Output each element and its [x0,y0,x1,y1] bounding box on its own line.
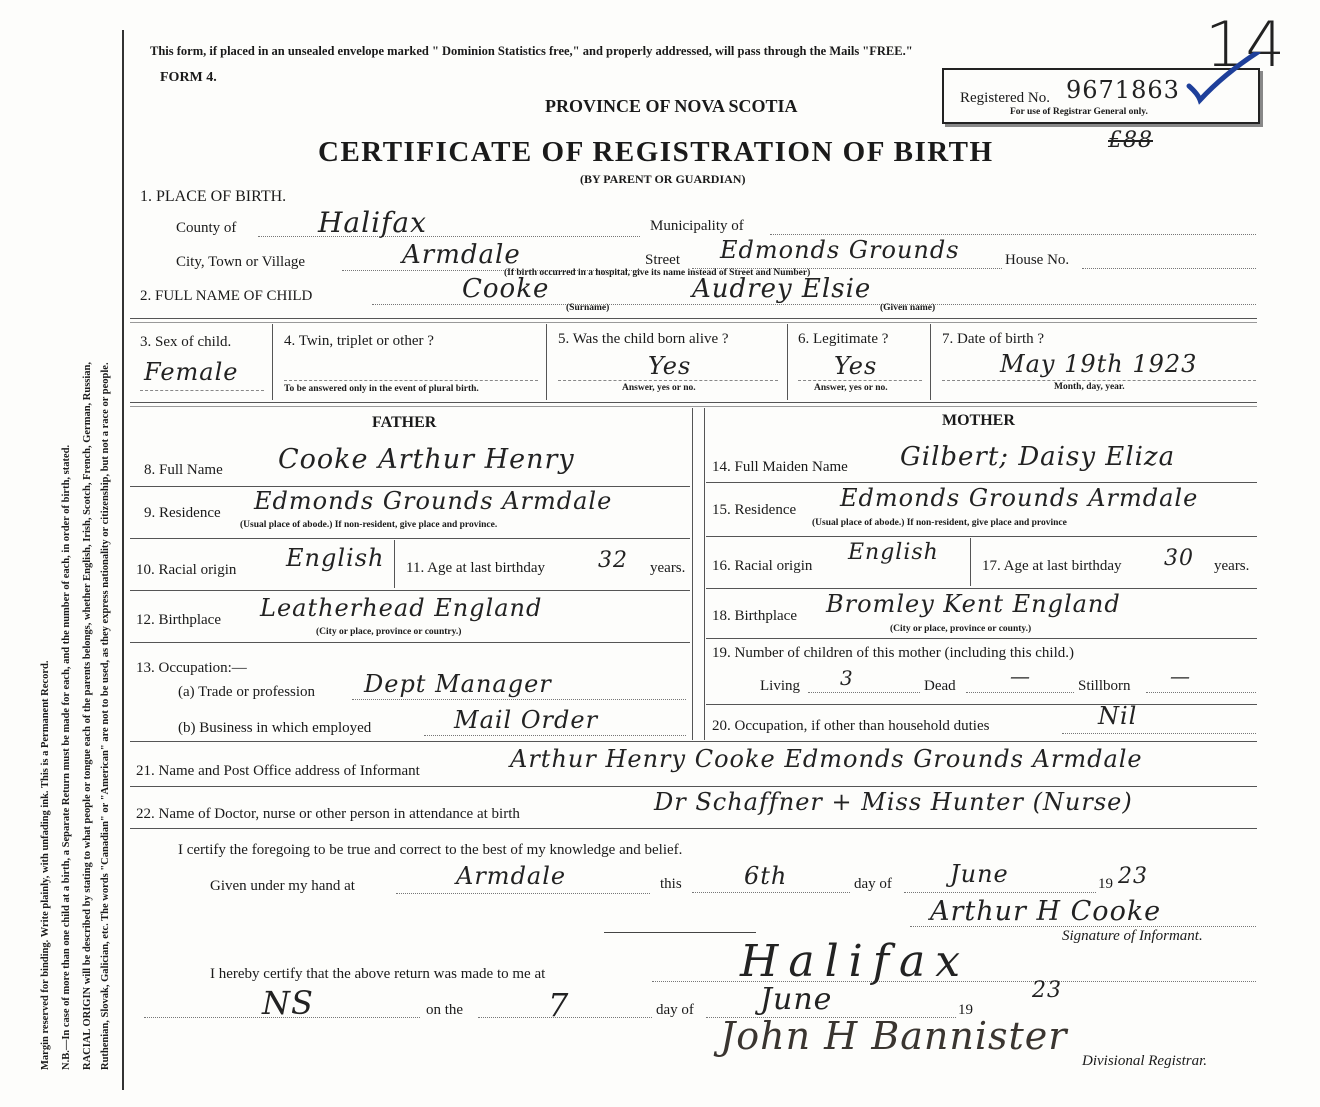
rule-below-row3b [130,406,1257,407]
father-race-age-divider [394,540,395,588]
father-residence-label: 9. Residence [144,505,221,521]
business-value: Mail Order [454,706,599,734]
given-dayof-label: day of [854,876,892,892]
father-name-value: Cooke Arthur Henry [278,444,575,475]
registrar-signature-label: Divisional Registrar. [1082,1053,1208,1069]
father-birthplace-label: 12. Birthplace [136,612,221,628]
certify-statement: I certify the foregoing to be true and correct to the best of my knowledge and belief. [178,842,683,858]
certification-separator [604,932,756,933]
document-subtitle: (BY PARENT OR GUARDIAN) [580,172,746,186]
street-value: Edmonds Grounds [720,236,960,264]
given-day-value: 6th [744,862,788,890]
twin-note: To be answered only in the event of plural birth. [284,384,479,394]
div-5-6 [787,324,788,400]
child-name-line [372,304,1256,305]
father-row10-rule [130,590,690,591]
province-heading: PROVINCE OF NOVA SCOTIA [545,96,798,116]
given-month-value: June [950,860,1009,888]
doctor-value: Dr Schaffner + Miss Hunter (Nurse) [654,788,1133,816]
stillborn-line [1146,692,1256,693]
mother-name-value: Gilbert; Daisy Eliza [900,442,1176,472]
corner-handwritten-mark: 14 [1205,8,1286,81]
dead-line [966,692,1074,693]
div-6-7 [930,324,931,400]
margin-note-racial-origin-cont: Ruthenian, Slovak, Galician, etc. The words "Canadian" or "American" are not to be used, as they express nationality or citizenship, but not a race or people. [100,362,111,1070]
county-label: County of [176,220,237,236]
sex-label: 3. Sex of child. [140,334,232,350]
mother-birthplace-note: (City or place, province or county.) [890,624,1032,634]
stillborn-value: — [1170,664,1191,688]
registrar-month-value: June [760,982,833,1017]
given-under-label: Given under my hand at [210,878,355,894]
hospital-note: (If birth occurred in a hospital, give its name instead of Street and Number) [504,268,811,278]
mother-race-label: 16. Racial origin [712,558,813,574]
mother-birthplace-label: 18. Birthplace [712,608,797,624]
house-label: House No. [1005,252,1070,268]
twin-label: 4. Twin, triplet or other ? [284,333,434,349]
center-divider-right [704,408,705,740]
date-of-birth-note: Month, day, year. [1054,382,1125,392]
legitimate-value: Yes [834,352,878,380]
margin-note-racial-origin: RACIAL ORIGIN will be described by stating to what people or tongue each of the parents belongs, whether English, Irish, Scotch, French, German, Russian, [82,361,93,1070]
mother-residence-value: Edmonds Grounds Armdale [840,484,1199,512]
registrar-statement: I hereby certify that the above return was made to me at [210,966,546,982]
trade-value: Dept Manager [364,670,552,698]
born-alive-value: Yes [648,352,692,380]
sex-value: Female [144,358,239,386]
living-value: 3 [840,666,854,690]
mother-name-label: 14. Full Maiden Name [712,459,848,475]
doctor-label: 22. Name of Doctor, nurse or other person in attendance at birth [136,806,520,822]
margin-note-binding: Margin reserved for binding. Write plainly, with unfading ink. This is a Permanent Record. [40,660,51,1070]
father-race-label: 10. Racial origin [136,562,237,578]
father-heading: FATHER [372,414,437,431]
child-name-label: 2. FULL NAME OF CHILD [140,288,313,304]
mother-row19-rule [706,704,1257,705]
postal-notice: This form, if placed in an unsealed envelope marked " Dominion Statistics free," and properly addressed, will pass through the Mails "FREE." [150,44,913,58]
date-of-birth-value: May 19th 1923 [1000,350,1198,378]
margin-note-multiple-births: N.B.—In case of more than one child at a birth, a Separate Return must be made for each, and the number of each, in order of birth, stated. [61,444,72,1070]
checkmark-icon [1184,52,1264,112]
registrar-place-value: Halifax [740,936,971,987]
given-year-prefix: 19 [1098,876,1113,892]
child-given-name: Audrey Elsie [692,274,872,304]
mother-age-unit: years. [1214,558,1250,574]
informant-label: 21. Name and Post Office address of Informant [136,763,420,779]
business-line [424,735,686,736]
legitimate-line [798,380,922,381]
county-value: Halifax [318,206,427,239]
born-alive-note: Answer, yes or no. [622,383,696,393]
rule-below-row3 [130,402,1257,403]
given-month-line [904,892,1096,893]
mother-birthplace-value: Bromley Kent England [826,590,1121,618]
date-of-birth-label: 7. Date of birth ? [942,331,1045,347]
mother-row14-rule [706,482,1257,483]
surname-caption: (Surname) [566,303,610,313]
given-year-value: 23 [1118,864,1148,889]
rule-above-row3b [130,322,1257,323]
registered-number-box [942,68,1260,124]
given-name-caption: (Given name) [880,303,936,313]
dead-value: — [1010,664,1031,688]
municipality-label: Municipality of [650,218,744,234]
father-birthplace-value: Leatherhead England [260,594,543,622]
registered-label: Registered No. [960,90,1050,106]
mother-race-age-divider [970,538,971,586]
legitimate-note: Answer, yes or no. [814,383,888,393]
registrar-signature: John H Bannister [720,1014,1068,1058]
living-line [808,692,920,693]
mother-occupation-label: 20. Occupation, if other than household duties [712,718,990,734]
city-label: City, Town or Village [176,254,306,270]
born-alive-line [558,380,778,381]
rule-above-row21 [130,741,1257,742]
father-row12-rule [130,642,690,643]
mother-residence-label: 15. Residence [712,502,797,518]
mother-heading: MOTHER [942,412,1015,429]
registrar-year-value: 23 [1032,978,1062,1003]
stillborn-label: Stillborn [1078,678,1131,694]
father-birthplace-note: (City or place, province or country.) [316,627,462,637]
mother-row18-rule [706,638,1257,639]
mother-occupation-value: Nil [1098,702,1138,730]
registrar-onthe-label: on the [426,1002,464,1018]
county-line [258,236,640,237]
father-residence-note: (Usual place of abode.) If non-resident, give place and province. [240,520,498,530]
registrar-only-note: For use of Registrar General only. [1010,107,1148,117]
mother-residence-note: (Usual place of abode.) If non-resident, give place and province [812,518,1067,528]
informant-signature-label: Signature of Informant. [1062,928,1203,944]
center-divider-left [692,408,693,740]
mother-race-value: English [848,540,939,565]
sex-line [140,390,264,391]
registrar-dayof-label: day of [656,1002,694,1018]
father-name-label: 8. Full Name [144,462,223,478]
mother-row16-rule [706,588,1257,589]
house-line [1082,268,1256,269]
registrar-mark-value: NS [262,984,314,1022]
father-race-value: English [286,544,385,572]
document-title: CERTIFICATE OF REGISTRATION OF BIRTH [318,136,994,168]
father-age-value: 32 [598,548,628,573]
father-age-unit: years. [650,560,686,576]
registrar-day-value: 7 [548,986,570,1024]
child-surname: Cooke [462,274,550,304]
place-of-birth-label: 1. PLACE OF BIRTH. [140,188,287,205]
legitimate-label: 6. Legitimate ? [798,331,889,347]
mother-age-value: 30 [1164,546,1194,571]
informant-signature: Arthur H Cooke [930,896,1162,927]
street-label: Street [645,252,680,268]
given-day-line [692,892,850,893]
mother-age-label: 17. Age at last birthday [982,558,1122,574]
div-4-5 [546,324,547,400]
rule-below-row22 [130,828,1257,829]
date-of-birth-line [942,380,1256,381]
children-count-label: 19. Number of children of this mother (including this child.) [712,645,1075,661]
rule-above-row3 [130,318,1257,319]
dead-label: Dead [924,678,956,694]
registered-number: 9671863 [1066,76,1180,104]
informant-value: Arthur Henry Cooke Edmonds Grounds Armdale [510,745,1143,773]
this-label: this [660,876,682,892]
form-number: FORM 4. [160,70,217,85]
father-row9-rule [130,538,690,539]
mother-row15-rule [706,536,1257,537]
father-residence-value: Edmonds Grounds Armdale [254,487,613,515]
struck-number: £88 [1108,128,1153,153]
registrar-year-prefix: 19 [958,1002,973,1018]
twin-line [284,380,538,381]
margin-rule [122,30,124,1090]
mother-occupation-line [1062,733,1256,734]
trade-line [352,699,686,700]
div-3-4 [272,324,273,400]
father-age-label: 11. Age at last birthday [406,560,545,576]
given-place-line [396,893,650,894]
business-label: (b) Business in which employed [178,720,372,736]
rule-below-row21 [130,786,1257,787]
trade-label: (a) Trade or profession [178,684,316,700]
born-alive-label: 5. Was the child born alive ? [558,331,729,347]
occupation-label: 13. Occupation:— [136,660,247,676]
given-place-value: Armdale [456,862,567,890]
informant-signature-line [910,926,1256,927]
municipality-line [770,234,1256,235]
city-value: Armdale [402,240,521,270]
living-label: Living [760,678,800,694]
